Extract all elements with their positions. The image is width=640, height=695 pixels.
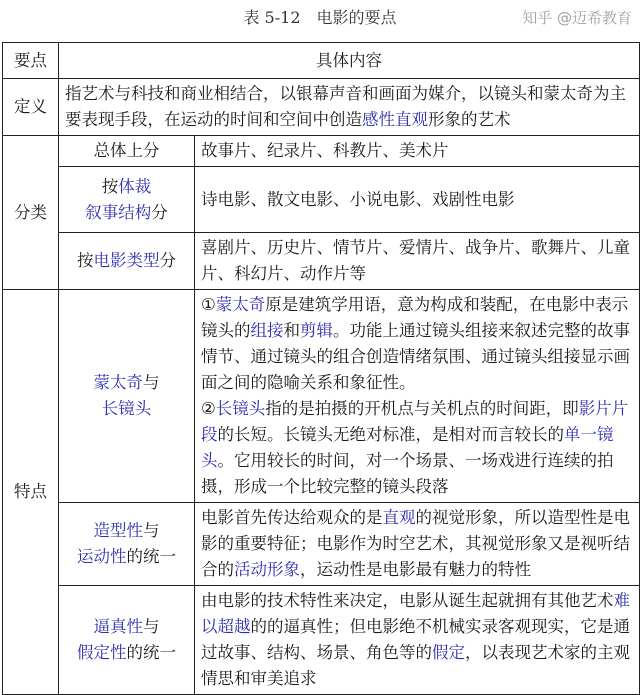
feature-name: [59, 290, 195, 503]
feature-content: [195, 503, 640, 586]
classification-row: [3, 167, 640, 233]
text-segment: 分: [151, 202, 168, 222]
text-segment: 与: [143, 521, 160, 540]
highlighted-term: 活动形象: [234, 560, 300, 579]
text-segment: 分: [159, 251, 176, 270]
highlighted-term: 蒙太奇: [215, 295, 266, 314]
highlighted-term: 造型性: [93, 521, 143, 540]
text-segment: 总体上分: [93, 141, 160, 160]
text-segment: 原是建筑学用语，意为构成和装配，在电影中表示镜头的: [201, 295, 629, 340]
classification-content: [195, 136, 640, 167]
text-segment: ，以表现艺术家的主观情思和审美追求: [201, 643, 630, 688]
highlighted-term: 电影类型: [93, 251, 160, 270]
feature-row: [3, 586, 640, 695]
text-segment: 和: [283, 321, 300, 340]
classification-label: 分类: [3, 136, 59, 290]
highlighted-term: 逼真性: [93, 617, 143, 636]
text-segment: 形象的艺术: [428, 110, 511, 129]
text-segment: 的视觉形象，所以造型性是电影的重要特征；电影作为时空艺术，其视觉形象又是视听结合的: [201, 508, 630, 579]
text-segment: 。它用较长的时间，对一个场景、一场戏进行连续的拍摄，形成一个比较完整的镜头段落: [201, 451, 614, 496]
text-segment: 的的逼真性；但电影绝不机械实录客观现实，它是通过故事、结构、场景、角色等的: [201, 617, 630, 662]
classification-name: [59, 233, 195, 290]
text-segment: 的统一: [126, 547, 176, 566]
highlighted-term: 单一镜头: [201, 425, 614, 470]
highlighted-term: 影片片段: [201, 399, 629, 444]
text-segment: 电影首先传达给观众的是: [201, 508, 383, 527]
classification-row: [3, 233, 640, 290]
classification-content: [195, 167, 640, 233]
highlighted-term: 运动性: [77, 547, 127, 566]
highlighted-term: 假定性: [77, 643, 127, 662]
feature-row: [3, 503, 640, 586]
feature-content: [195, 290, 640, 503]
highlighted-term: 组接: [250, 321, 284, 340]
text-segment: 诗电影、散文电影、小说电影、戏剧性电影: [201, 189, 515, 209]
text-segment: 按: [77, 251, 94, 270]
highlighted-term: 叙事结构: [85, 202, 152, 222]
classification-name: [59, 167, 195, 233]
text-segment: 的统一: [126, 643, 176, 662]
text-segment: ①: [201, 295, 216, 314]
highlighted-term: 难以超越: [201, 591, 630, 636]
highlighted-term: 体裁: [118, 176, 152, 196]
text-segment: 由电影的技术特性来决定，电影从诞生起就拥有其他艺术: [201, 591, 614, 610]
text-segment: 的长短。长镜头无绝对标准，是相对而言较长的: [217, 425, 564, 444]
highlighted-term: 长镜头: [215, 399, 266, 418]
definition-row: [3, 79, 640, 136]
film-key-points-table: [2, 42, 640, 695]
definition-label: 定义: [3, 79, 59, 136]
header-key-point: 要点: [3, 43, 59, 79]
table-caption: 表 5-12 电影的要点: [243, 8, 397, 27]
highlighted-term: 蒙太奇: [93, 373, 143, 392]
classification-content: [195, 233, 640, 290]
text-segment: 喜剧片、历史片、情节片、爱情片、战争片、歌舞片、儿童片、科幻片、动作片等: [201, 238, 630, 283]
feature-name: [59, 586, 195, 695]
highlighted-term: 长镜头: [101, 399, 152, 418]
feature-row: [3, 290, 640, 503]
text-segment: 故事片、纪录片、科教片、美术片: [201, 141, 449, 160]
classification-row: [3, 136, 640, 167]
features-label: 特点: [3, 290, 59, 695]
text-segment: 与: [143, 617, 160, 636]
watermark: 知乎 @迈希教育: [522, 9, 632, 27]
caption-bar: [0, 0, 640, 40]
classification-name: [59, 136, 195, 167]
highlighted-term: 剪辑: [300, 321, 333, 340]
header-content: 具体内容: [59, 43, 640, 79]
text-segment: ，运动性是电影最有魅力的特性: [300, 560, 531, 579]
feature-name: [59, 503, 195, 586]
feature-content: [195, 586, 640, 695]
header-row: [3, 43, 640, 79]
text-segment: 。功能上通过镜头组接来叙述完整的故事情节、通过镜头的组合创造情绪氛围、通过镜头组接显示画面之间的隐喻关系和象征性。 ②: [201, 321, 630, 418]
text-segment: 按: [101, 176, 119, 196]
text-segment: 指的是拍摄的开机点与关机点的时间距，即: [265, 399, 579, 418]
text-segment: 指艺术与科技和商业相结合，以银幕声音和画面为媒介，以镜头和蒙太奇为主要表现手段，在运动的时间和空间中创造: [65, 84, 626, 129]
text-segment: 与: [143, 373, 160, 392]
highlighted-term: 假定: [432, 643, 465, 662]
highlighted-term: 感性直观: [362, 110, 428, 129]
highlighted-term: 直观: [382, 508, 416, 527]
definition-content: [59, 79, 640, 136]
